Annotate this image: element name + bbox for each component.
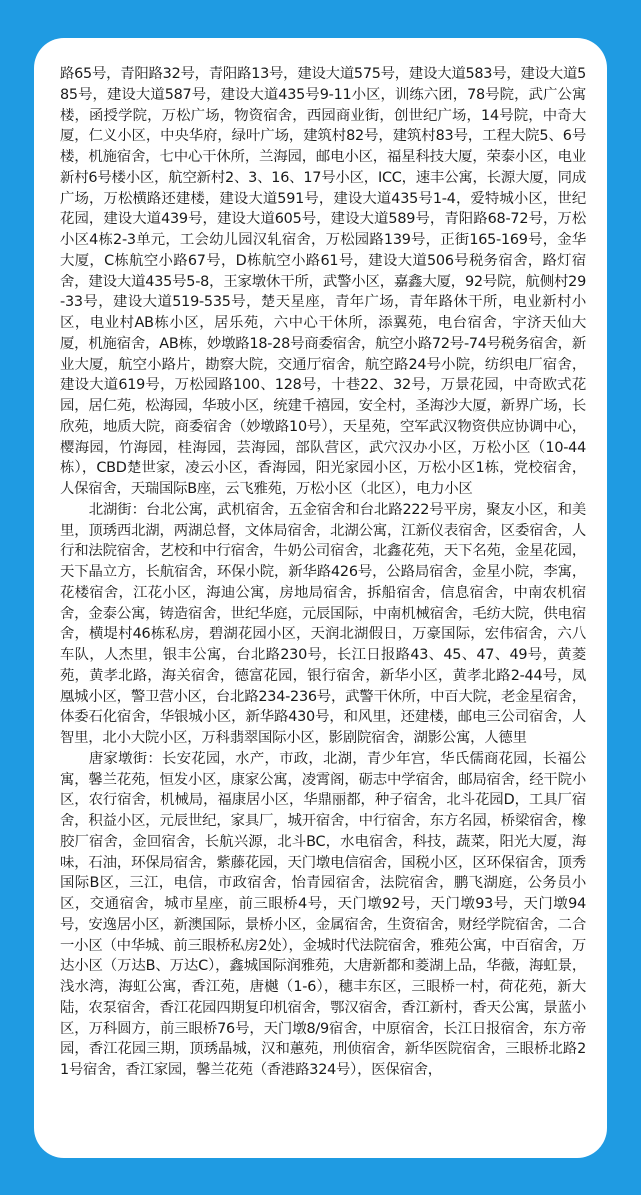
document-text-body	[60, 64, 586, 1081]
document-card	[34, 38, 607, 1158]
paragraph-beihu-street: 北湖街：台北公寓，武机宿舍，五金宿舍和台北路222号平房，聚友小区，和美里，顶琇西北湖，两湖总督，文体局宿舍，北湖公寓，江新仪表宿舍，区委宿舍，人行和法院宿舍，艺校和中行宿舍，牛奶公司宿舍，北鑫花苑，天下名苑，金星花园，天下晶立方，长航宿舍，环保小院，新华路426号，公路局宿舍，金星小院，李寓，花楼宿舍，江花小区，海迪公寓，房地局宿舍，拆船宿舍，信息宿舍，中南农机宿舍，金泰公寓，铸造宿舍，世纪华庭，元辰国际，中南机械宿舍，毛纺大院，供电宿舍，横堤村46栋私房，碧湖花园小区，天润北湖假日，万豪国际，宏伟宿舍，六八车队，人杰里，银丰公寓，台北路230号，长江日报路43、45、47、49号，黄菱苑，黄孝北路，海关宿舍，德富花园，银行宿舍，新华小区，黄孝北路2-44号，凤凰城小区，警卫营小区，台北路234-236号，武警干休所，中百大院，老金星宿舍，体委石化宿舍，华银城小区，新华路430号，和风里，还建楼，邮电三公司宿舍，人智里，北小大院小区，万科翡翠国际小区，影剧院宿舍，湖影公寓，人德里	[60, 501, 586, 746]
paragraph-tangjiadun-street: 唐家墩街：长安花园，水产，市政，北湖，青少年宫，华氏儒商花园，长福公寓，馨兰花苑，恒发小区，康家公寓，凌霄阁，砺志中学宿舍，邮局宿舍，经干院小区，农行宿舍，机械局，福康居小区，华鼎丽都，种子宿舍，北斗花园D，工具厂宿舍，积益小区，元辰世纪，家具厂，城开宿舍，中行宿舍，东方名园，桥梁宿舍，橡胶厂宿舍，金回宿舍，长航兴源，北斗BC，水电宿舍，科技，蔬菜，阳光大厦，海味，石油，环保局宿舍，紫藤花园，天门墩电信宿舍，国税小区，区环保宿舍，顶秀国际B区，三江，电信，市政宿舍，怡青园宿舍，法院宿舍，鹏飞湖庭，公务员小区，交通宿舍，城市星座，前三眼桥4号，天门墩92号，天门墩93号，天门墩94号，安逸居小区，新澳国际，景桥小区，金属宿舍，生资宿舍，财经学院宿舍，二合一小区（中华城、前三眼桥私房2处），金城时代法院宿舍，雅苑公寓，中百宿舍，万达小区（万达B、万达C），鑫城国际润雅苑，大唐新都和菱湖上品，华薇，海虹景，浅水湾，海虹公寓，香江苑，唐樾（1-6），穗丰东区，三眼桥一村，荷花苑，新大陆，农泵宿舍，香江花园四期复印机宿舍，鄂汉宿舍，香江新村，香天公寓，景蓝小区，万科圆方，前三眼桥76号，天门墩8/9宿舍，中原宿舍，长江日报宿舍，东方帝园，香江花园三期，顶琇晶城，汉和蕙苑，刑侦宿舍，新华医院宿舍，三眼桥北路21号宿舍，香江家园，馨兰花苑（香港路324号），医保宿舍，	[60, 750, 586, 1078]
paragraph-continued-list: 路65号，青阳路32号，青阳路13号，建设大道575号，建设大道583号，建设大道585号，建设大道587号，建设大道435号9-11小区，训练六团，78号院，武广公寓楼，函授学院，万松广场，物资宿舍，西园商业街，创世纪广场，14号院，中奇大厦，仁义小区，中央华府，绿叶广场，建筑村82号，建筑村83号，工程大院5、6号楼，机施宿舍，七中心干休所，兰海园，邮电小区，福星科技大厦，荣泰小区，电业新村6号楼小区，航空新村2、3、16、17号小区，ICC，速丰公寓，长源大厦，同成广场，万松横路还建楼，建设大道591号，建设大道435号1-4，爱特城小区，世纪花园，建设大道439号，建设大道605号，建设大道589号，青阳路68-72号，万松小区4栋2-3单元，工会幼儿园汉轧宿舍，万松园路139号，正街165-169号，金华大厦，C栋航空小路67号，D栋航空小路61号，建设大道506号税务宿舍，路灯宿舍，建设大道435号5-8，王家墩休干所，武警小区，嘉鑫大厦，92号院，航侧村29-33号，建设大道519-535号，楚天星座，青年广场，青年路休干所，电业新村小区，电业村AB栋小区，居乐苑，六中心干休所，添翼苑，电台宿舍，宇济天仙大厦，机施宿舍，AB栋，妙墩路18-28号商委宿舍，航空小路72号-74号税务宿舍，新业大厦，航空小路片，勘察大院，交通厅宿舍，航空路24号小院，纺织电厂宿舍，建设大道619号，万松园路100、128号，十巷22、32号，万景花园，中奇欧式花园，居仁苑，松海园，华玻小区，统建千禧园，安全村，圣海沙大厦，新界广场，长欣苑，地质大院，商委宿舍（妙墩路10号），天星苑，空军武汉物资供应协调中心，樱海园，竹海园，桂海园，芸海园，部队营区，武穴汉办小区，万松小区（10-44栋），CBD楚世家，凌云小区，香海园，阳光家园小区，万松小区1栋，党校宿舍，人保宿舍，天瑞国际B座，云飞雅苑，万松小区（北区），电力小区	[60, 66, 586, 497]
